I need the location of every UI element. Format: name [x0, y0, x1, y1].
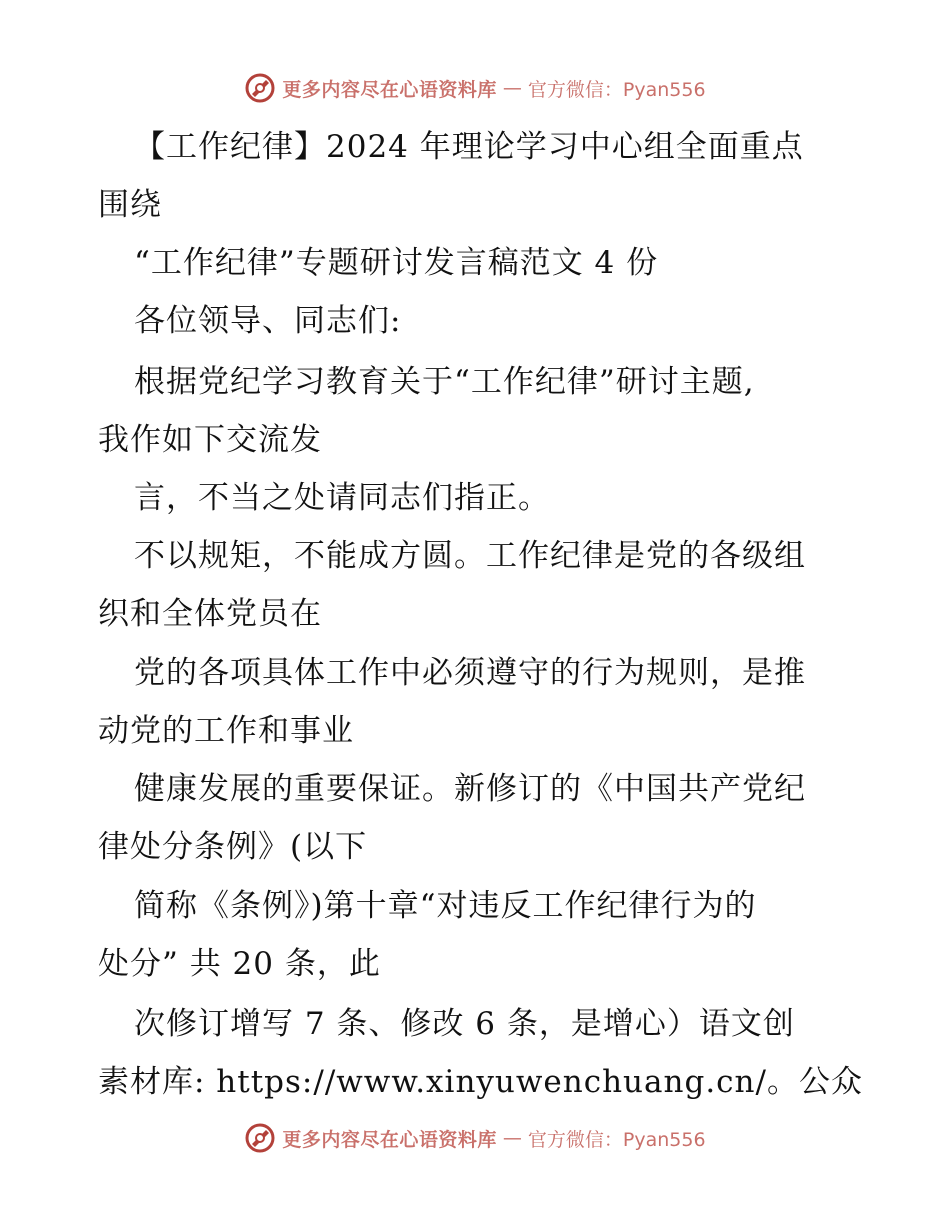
seal-logo-icon — [244, 1122, 276, 1154]
header-banner-wechat: 官方微信：Pyan556 — [527, 78, 706, 101]
footer-banner — [0, 1122, 950, 1154]
paragraph-line: 简称《条例》)第十章“对违反工作纪律行为的 — [134, 888, 757, 924]
paragraph-line: 处分” 共 20 条，此 — [98, 946, 381, 982]
paragraph-line: 次修订增写 7 条、修改 6 条，是增心）语文创 — [134, 1006, 795, 1042]
salutation-line: 各位领导、同志们: — [134, 303, 402, 339]
paragraph-line: 言，不当之处请同志们指正。 — [134, 480, 550, 516]
paragraph-line: 律处分条例》(以下 — [98, 829, 368, 865]
paragraph-line: 党的各项具体工作中必须遵守的行为规则，是推 — [134, 655, 806, 691]
header-banner-separator: — — [502, 77, 522, 99]
seal-logo-icon — [244, 72, 276, 104]
doc-subtitle-line: “工作纪律”专题研讨发言稿范文 4 份 — [134, 245, 659, 281]
paragraph-line-url: 素材库: https://www.xinyuwenchuang.cn/。公众 — [98, 1064, 863, 1100]
paragraph-line: 不以规矩，不能成方圆。工作纪律是党的各级组 — [134, 538, 806, 574]
paragraph-line: 根据党纪学习教育关于“工作纪律”研讨主题, — [134, 364, 755, 400]
footer-banner-wechat: 官方微信：Pyan556 — [527, 1128, 706, 1151]
header-banner — [0, 72, 950, 104]
footer-banner-separator: — — [502, 1127, 522, 1149]
paragraph-line: 动党的工作和事业 — [98, 713, 354, 749]
header-banner-text: 更多内容尽在心语资料库 — [282, 78, 497, 101]
footer-banner-text: 更多内容尽在心语资料库 — [282, 1128, 497, 1151]
paragraph-line: 织和全体党员在 — [98, 596, 322, 632]
doc-title-line-2: 围绕 — [98, 187, 162, 223]
paragraph-line: 我作如下交流发 — [98, 422, 322, 458]
doc-title-line-1: 【工作纪律】2024 年理论学习中心组全面重点 — [134, 129, 804, 165]
paragraph-line: 健康发展的重要保证。新修订的《中国共产党纪 — [134, 771, 806, 807]
